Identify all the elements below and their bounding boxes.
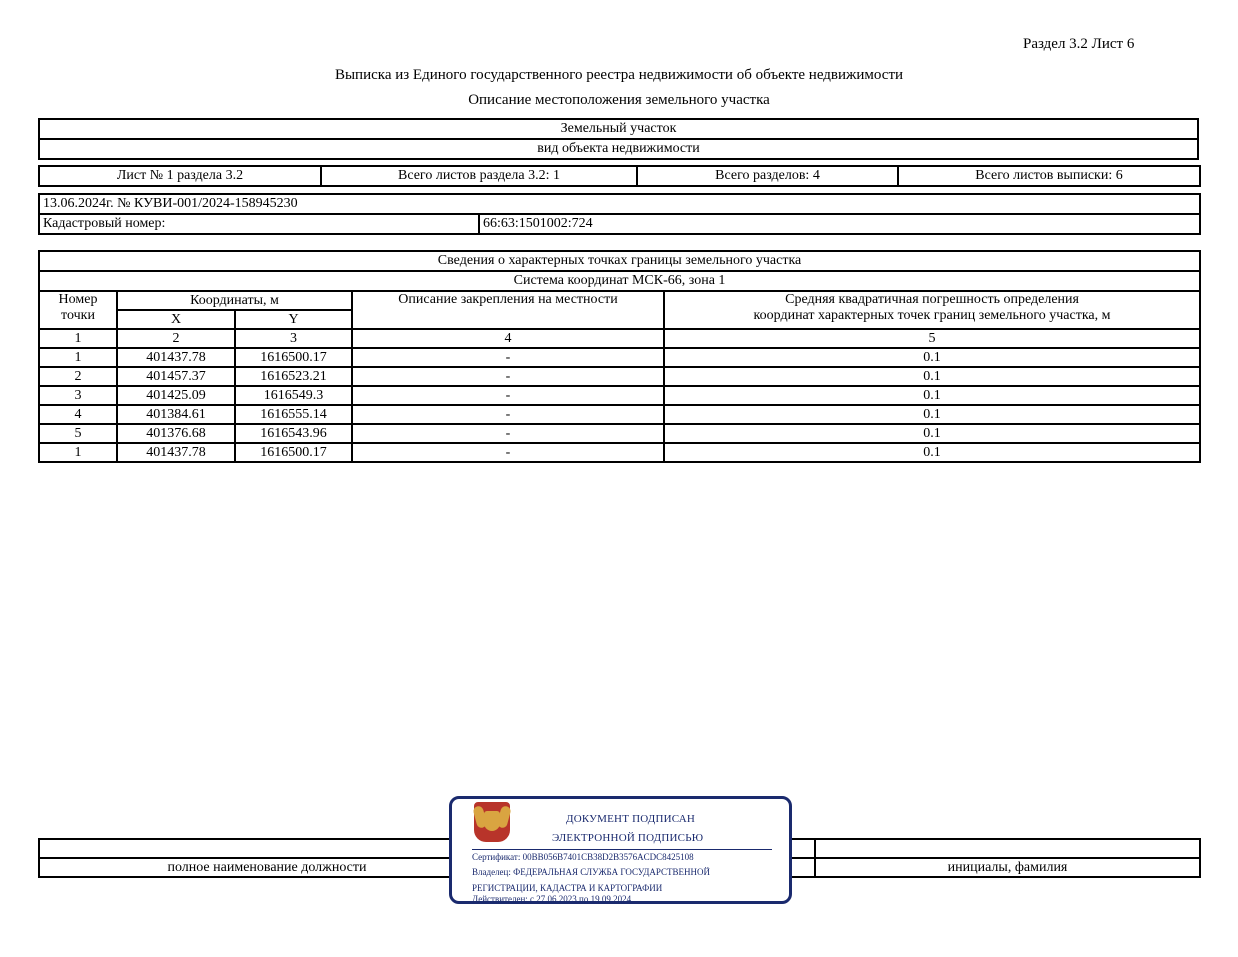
document-info-table <box>38 193 1201 235</box>
table-row <box>39 405 1200 424</box>
position-field <box>39 839 495 858</box>
point-number: 1 <box>39 348 117 367</box>
point-number: 4 <box>39 405 117 424</box>
point-y: 1616555.14 <box>235 405 352 424</box>
col-number: 4 <box>352 329 664 348</box>
point-number: 5 <box>39 424 117 443</box>
total-extract-sheets: Всего листов выписки: 6 <box>898 166 1200 186</box>
stamp-line1: ДОКУМЕНТ ПОДПИСАН <box>566 813 696 825</box>
col-number: 2 <box>117 329 235 348</box>
col-number: 3 <box>235 329 352 348</box>
table-row <box>39 348 1200 367</box>
sheet-number: Лист № 1 раздела 3.2 <box>39 166 321 186</box>
electronic-signature-stamp <box>449 796 792 904</box>
header-point-number-line2: точки <box>61 308 95 323</box>
point-description: - <box>352 348 664 367</box>
header-error <box>664 291 1200 329</box>
cadastral-label: Кадастровый номер: <box>39 214 479 234</box>
point-x: 401376.68 <box>117 424 235 443</box>
point-error: 0.1 <box>664 367 1200 386</box>
header-error-line1: Средняя квадратичная погрешность определения <box>785 292 1079 307</box>
point-x: 401437.78 <box>117 348 235 367</box>
point-y: 1616543.96 <box>235 424 352 443</box>
cadastral-number: 66:63:1501002:724 <box>479 214 1200 234</box>
object-type-table <box>38 118 1199 160</box>
table-row <box>39 386 1200 405</box>
table-row <box>39 424 1200 443</box>
point-y: 1616523.21 <box>235 367 352 386</box>
header-description: Описание закрепления на местности <box>352 291 664 329</box>
points-table-title: Сведения о характерных точках границы земельного участка <box>39 251 1200 271</box>
boundary-points-table <box>38 250 1201 463</box>
table-row <box>39 367 1200 386</box>
sheets-info-table <box>38 165 1201 187</box>
object-type-caption: вид объекта недвижимости <box>39 139 1198 159</box>
point-number: 1 <box>39 443 117 462</box>
point-description: - <box>352 424 664 443</box>
point-number: 2 <box>39 367 117 386</box>
col-number: 1 <box>39 329 117 348</box>
point-y: 1616500.17 <box>235 443 352 462</box>
name-field <box>815 839 1200 858</box>
position-caption: полное наименование должности <box>39 858 495 877</box>
col-number: 5 <box>664 329 1200 348</box>
table-row <box>39 443 1200 462</box>
name-caption: инициалы, фамилия <box>815 858 1200 877</box>
point-description: - <box>352 386 664 405</box>
point-error: 0.1 <box>664 386 1200 405</box>
total-section-sheets: Всего листов раздела 3.2: 1 <box>321 166 637 186</box>
header-x: X <box>117 310 235 329</box>
stamp-divider <box>472 849 772 850</box>
object-type: Земельный участок <box>39 119 1198 139</box>
stamp-valid: Действителен: с 27.06.2023 по 19.09.2024 <box>472 894 632 904</box>
document-title: Выписка из Единого государственного реестра недвижимости об объекте недвижимости <box>334 67 904 83</box>
point-y: 1616549.3 <box>235 386 352 405</box>
header-point-number-line1: Номер <box>58 292 98 307</box>
header-error-line2: координат характерных точек границ земельного участка, м <box>753 308 1111 323</box>
stamp-owner-line2: РЕГИСТРАЦИИ, КАДАСТРА И КАРТОГРАФИИ <box>472 883 663 893</box>
coat-of-arms-icon <box>474 802 510 842</box>
point-x: 401425.09 <box>117 386 235 405</box>
point-number: 3 <box>39 386 117 405</box>
header-coordinates: Координаты, м <box>117 291 352 310</box>
point-y: 1616500.17 <box>235 348 352 367</box>
section-sheet-label: Раздел 3.2 Лист 6 <box>1023 36 1135 52</box>
point-x: 401384.61 <box>117 405 235 424</box>
total-sections: Всего разделов: 4 <box>637 166 898 186</box>
point-error: 0.1 <box>664 348 1200 367</box>
point-x: 401437.78 <box>117 443 235 462</box>
point-error: 0.1 <box>664 443 1200 462</box>
stamp-owner-line1: Владелец: ФЕДЕРАЛЬНАЯ СЛУЖБА ГОСУДАРСТВЕННОЙ <box>472 867 711 877</box>
point-error: 0.1 <box>664 405 1200 424</box>
point-error: 0.1 <box>664 424 1200 443</box>
point-x: 401457.37 <box>117 367 235 386</box>
header-point-number <box>39 291 117 329</box>
date-number: 13.06.2024г. № КУВИ-001/2024-158945230 <box>39 194 1200 214</box>
point-description: - <box>352 367 664 386</box>
stamp-certificate: Сертификат: 00BB056B7401CB38D2B3576ACDC8425108 <box>472 852 694 862</box>
document-subtitle: Описание местоположения земельного участка <box>468 92 770 108</box>
header-y: Y <box>235 310 352 329</box>
coordinate-system: Система координат МСК-66, зона 1 <box>39 271 1200 291</box>
stamp-line2: ЭЛЕКТРОННОЙ ПОДПИСЬЮ <box>552 832 704 844</box>
point-description: - <box>352 443 664 462</box>
point-description: - <box>352 405 664 424</box>
